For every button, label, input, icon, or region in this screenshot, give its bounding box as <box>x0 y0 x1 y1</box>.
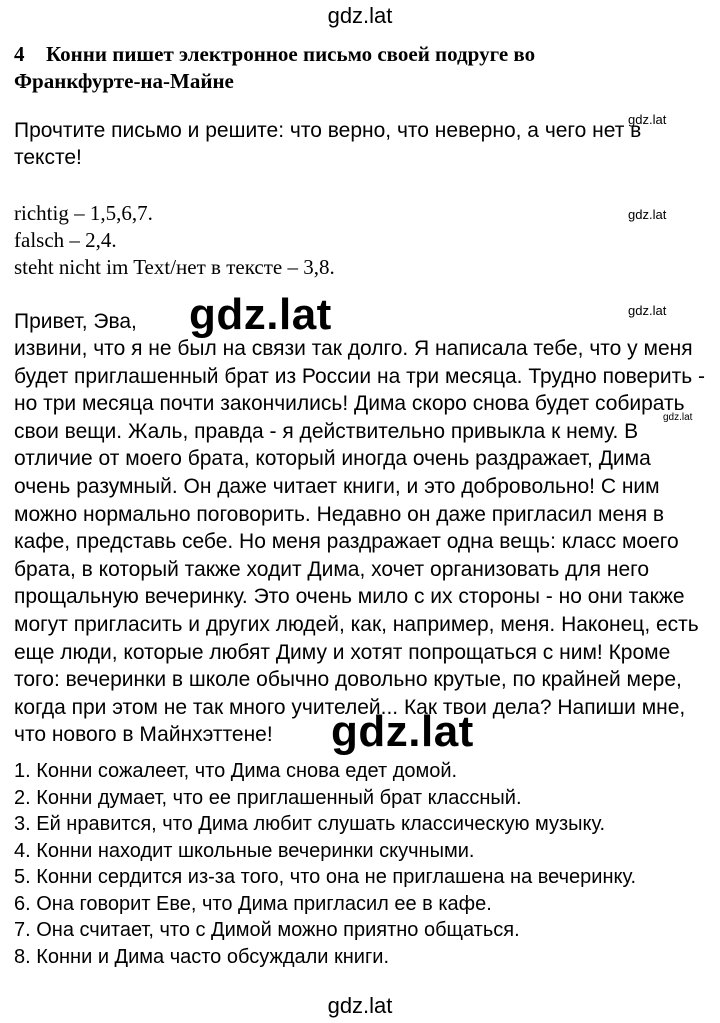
exercise-heading <box>14 41 535 68</box>
watermark-large-2: gdz.lat <box>331 707 474 756</box>
letter-line: что нового в Майнхэттене! <box>14 723 273 747</box>
statement-item: 7. Она считает, что с Димой можно приятно общаться. <box>14 919 520 941</box>
answer-richtig: richtig – 1,5,6,7. <box>14 201 153 225</box>
watermark-small-2: gdz.lat <box>628 207 667 222</box>
answer-steht-nicht: steht nicht im Text/нет в тексте – 3,8. <box>14 255 335 279</box>
letter-line: отличие от моего брата, который иногда очень раздражает, Дима <box>14 447 651 471</box>
letter-line: брата, в который также ходит Дима, хочет организовать для него <box>14 557 650 581</box>
letter-line: можно нормально поговорить. Недавно он даже пригласил меня в <box>14 502 665 526</box>
letter-line: когда при этом не так много учителей... Как твои дела? Напиши мне, <box>14 695 686 719</box>
letter-line: могут пригласить и других людей, как, например, меня. Наконец, есть <box>14 613 699 636</box>
instruction-line-1: Прочтите письмо и решите: что верно, что неверно, а чего нет в <box>14 119 642 142</box>
watermark-small-1: gdz.lat <box>628 112 667 127</box>
statement-item: 1. Конни сожалеет, что Дима снова едет домой. <box>14 760 458 782</box>
watermark-tiny: gdz.lat <box>663 412 693 423</box>
exercise-title-line-2: Франкфурте-на-Майне <box>14 69 234 93</box>
answer-falsch: falsch – 2,4. <box>14 228 117 252</box>
statement-item: 8. Конни и Дима часто обсуждали книги. <box>14 945 389 968</box>
letter-line: свои вещи. Жаль, правда - я действительно привыкла к нему. В <box>14 419 639 443</box>
letter-line: кафе, представь себе. Но меня раздражает одна вещь: класс моего <box>14 530 679 554</box>
statement-item: 3. Ей нравится, что Дима любит слушать классическую музыку. <box>14 813 606 835</box>
letter-line: того: вечеринки в школе обычно довольно крутые, по крайней мере, <box>14 668 682 692</box>
exercise-number: 4 <box>14 42 25 66</box>
watermark-top: gdz.lat <box>327 3 393 28</box>
letter-line: прощальную вечеринку. Это очень мило с их стороны - но они также <box>14 585 685 609</box>
letter-line: еще люди, которые любят Диму и хотят попрощаться с ним! Кроме <box>14 640 671 664</box>
watermark-small-3: gdz.lat <box>628 303 667 318</box>
letter-line: но три месяца почти закончились! Дима скоро снова будет собирать <box>14 392 685 416</box>
instruction-line-2: тексте! <box>14 146 82 169</box>
statement-item: 5. Конни сердится из-за того, что она не приглашена на вечеринку. <box>14 866 637 888</box>
letter-line: будет приглашенный брат из России на три месяца. Трудно поверить - <box>14 364 706 388</box>
letter-greeting: Привет, Эва, <box>14 310 137 333</box>
statement-item: 2. Конни думает, что ее приглашенный брат классный. <box>14 786 522 809</box>
watermark-large-1: gdz.lat <box>189 290 332 339</box>
exercise-title-line-1: Конни пишет электронное письмо своей подруге во <box>46 42 536 66</box>
watermark-bottom: gdz.lat <box>327 993 393 1018</box>
statement-item: 6. Она говорит Еве, что Дима пригласил ее в кафе. <box>14 892 492 915</box>
letter-line: извини, что я не был на связи так долго. Я написала тебе, что у меня <box>14 337 693 360</box>
letter-line: очень разумный. Он даже читает книги, и это добровольно! С ним <box>14 475 660 498</box>
statement-item: 4. Конни находит школьные вечеринки скучными. <box>14 839 475 862</box>
